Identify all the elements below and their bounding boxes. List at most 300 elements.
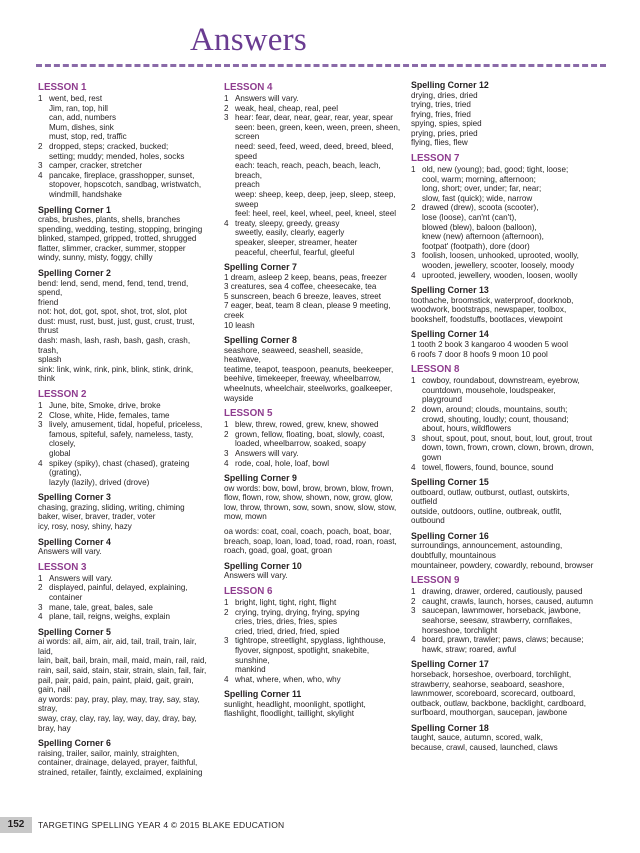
answer-line: toothache, broomstick, waterproof, doorknob, [411, 295, 574, 305]
answer-line: sweep [235, 199, 259, 209]
answer-line: not: hot, dot, got, spot, shot, trot, slot, plot [38, 307, 187, 317]
item-body [49, 171, 201, 200]
answer-line: feel: heel, reel, keel, wheel, peel, kneel, steel [235, 209, 397, 219]
answer-line: container, drainage, delayed, prayer, faithful, [38, 758, 198, 768]
item-body [422, 597, 593, 607]
answer-line: seashore, seaweed, seashell, seaside, heatwave, [224, 345, 364, 365]
answer-line: tightrope, streetlight, spyglass, lighthouse, [235, 636, 386, 646]
item-number: 4 [411, 462, 416, 472]
answer-line: peaceful, cheerful, fearful, gleeful [235, 247, 355, 257]
page-number: 152 [0, 817, 32, 833]
item-number: 4 [224, 674, 229, 684]
answer-line: 7 eager, beat, team 8 clean, please 9 meeting, creek [224, 301, 391, 320]
answers-column-2 [224, 78, 402, 724]
item-number: 3 [411, 251, 416, 261]
answer-item [38, 420, 210, 458]
answer-item [38, 459, 210, 488]
item-number: 1 [38, 401, 43, 411]
answer-line: plane, tail, reigns, weighs, explain [49, 612, 171, 622]
answer-line: pancake, fireplace, grasshopper, sunset, [49, 170, 195, 180]
answer-line: oa words: coat, coal, coach, poach, boat, boar, [224, 527, 392, 537]
answer-line: crowd, shouting, loudly; count, thousand; [422, 414, 569, 424]
spelling-corner-section [224, 561, 402, 581]
answer-line: container [49, 592, 83, 602]
answer-line: horseshoe, torchlight [422, 625, 498, 635]
item-body [235, 598, 336, 608]
item-body [235, 430, 385, 449]
item-body [49, 583, 188, 602]
spelling-corner-heading: Spelling Corner 13 [411, 285, 489, 296]
answer-line: sunlight, headlight, moonlight, spotlight, [224, 699, 366, 709]
answer-item [38, 411, 210, 421]
item-number: 1 [224, 597, 229, 607]
answer-line: mankind [235, 665, 266, 675]
spelling-corner-section [411, 531, 597, 570]
item-number: 4 [224, 458, 229, 468]
spelling-corner-section [411, 723, 597, 753]
item-body [235, 219, 357, 257]
answer-item [38, 603, 210, 613]
spelling-corner-heading: Spelling Corner 3 [38, 492, 111, 503]
item-number: 2 [411, 596, 416, 606]
answer-line: 1 tooth 2 book 3 kangaroo 4 wooden 5 wool [411, 339, 569, 349]
spelling-corner-heading: Spelling Corner 14 [411, 329, 489, 340]
answer-line: spending, wedding, testing, stopping, bringing [38, 224, 203, 234]
answer-line: Mum, dishes, sink [49, 122, 114, 132]
lesson-heading: LESSON 3 [38, 561, 87, 573]
answer-item [224, 449, 402, 459]
answer-line: flying, flies, flew [411, 138, 468, 148]
spelling-corner-section [224, 689, 402, 719]
answer-line: baker, wiser, braver, trader, voter [38, 512, 156, 522]
answer-line: countdown, mousehole, loudspeaker, [422, 385, 556, 395]
spelling-corner-section [224, 262, 402, 330]
item-number: 3 [38, 161, 43, 171]
answer-item [38, 612, 210, 622]
answer-item [224, 113, 402, 219]
lesson-heading: LESSON 1 [38, 82, 87, 93]
answer-line: friend [38, 297, 59, 307]
answer-line: setting; muddy; mended, holes, socks [49, 151, 185, 161]
answer-line: lain, bait, bail, brain, mail, maid, main, rail, raid, [38, 656, 207, 666]
answer-line: chasing, grazing, sliding, writing, chiming [38, 502, 185, 512]
item-number: 4 [38, 458, 43, 468]
answer-line: weep: sheep, keep, deep, jeep, sleep, steep, [235, 189, 396, 199]
answer-line: outfield [411, 497, 438, 507]
answer-line: stopover, hopscotch, sandbag, wristwatch, [49, 180, 202, 190]
lesson-section [38, 562, 210, 622]
answer-item [224, 104, 402, 114]
answer-line: dash: mash, lash, rash, bash, gash, crash, trash, [38, 336, 191, 355]
answer-line: 1 dream, asleep 2 keep, beans, peas, freezer [224, 272, 387, 282]
answer-line: gown [422, 452, 442, 462]
answer-line: hawk, straw; roared, awful [422, 644, 517, 654]
answer-item [38, 142, 210, 161]
answer-line: ay words: pay, pray, play, may, tray, say, stay, stray, [38, 694, 200, 714]
answer-item [411, 606, 597, 635]
answer-line: shout, spout, pout, snout, bout, lout, grout, trout [422, 433, 593, 443]
answer-line: old, new (young); bad, good; tight, loose; [422, 165, 569, 175]
item-body [235, 459, 329, 469]
spelling-corner-section [38, 492, 210, 531]
answer-line: loaded, wheelbarrow, soaked, soapy [235, 439, 366, 449]
item-body [422, 635, 584, 654]
answer-line: outback, outlaw, backbone, backlight, cardboard, [411, 698, 587, 708]
answer-line: crying, trying, drying, frying, spying [235, 607, 360, 617]
spelling-corner-section [224, 473, 402, 556]
answer-line: splash [38, 355, 62, 365]
answer-line: cried, tried, dried, fried, spied [235, 626, 340, 636]
answer-line: roach, goad, goal, goat, groan [224, 546, 332, 556]
lesson-heading: LESSON 8 [411, 364, 460, 376]
answer-line: low, throw, thrown, sow, sown, snow, slow, stow, [224, 502, 397, 512]
item-number: 2 [411, 203, 416, 213]
answer-item [224, 598, 402, 608]
item-body [422, 203, 544, 251]
item-number: 1 [224, 94, 229, 103]
spelling-corner-heading: Spelling Corner 12 [411, 80, 489, 90]
spelling-corner-heading: Spelling Corner 5 [38, 626, 111, 637]
spelling-corner-heading: Spelling Corner 17 [411, 659, 489, 670]
answer-item [411, 165, 597, 203]
answer-item [411, 376, 597, 405]
answer-item [38, 94, 210, 142]
answer-line: screen [235, 132, 260, 142]
spelling-corner-section [411, 329, 597, 359]
lesson-heading: LESSON 2 [38, 389, 87, 401]
answer-item [224, 94, 402, 104]
answer-item [411, 635, 597, 654]
answer-line: wooden, jewellery, scooter, loosely, moody [422, 261, 575, 270]
answer-line: woodwork, bootstraps, newspaper, toolbox, [411, 305, 567, 315]
item-body [235, 104, 338, 114]
answer-line: prying, pries, pried [411, 128, 478, 138]
answer-line: flashlight, floodlight, taillight, skylight [224, 709, 355, 719]
lesson-section [411, 575, 597, 654]
spelling-corner-section [38, 268, 210, 384]
answer-item [224, 420, 402, 430]
lesson-heading: LESSON 4 [224, 82, 273, 93]
item-number: 2 [224, 429, 229, 439]
answer-line: Answers will vary. [224, 571, 288, 581]
spelling-corner-section [38, 627, 210, 733]
item-number: 4 [411, 270, 416, 280]
answer-line: down, town, frown, crown, clown, brown, drown, [422, 443, 594, 453]
answer-line: each: teach, reach, peach, beach, leach, breach, [235, 161, 381, 180]
spelling-corner-heading: Spelling Corner 18 [411, 722, 489, 733]
spelling-corner-heading: Spelling Corner 9 [224, 473, 297, 484]
answer-line: wayside [224, 393, 254, 403]
answer-line: doubtfully, mountainous [411, 551, 496, 561]
item-body [49, 401, 161, 411]
answer-line: Answers will vary. [49, 573, 113, 583]
answer-line: wheelnuts, wheelchair, steelworks, goalkeeper, [224, 384, 393, 394]
answer-line: slow, fast (quick); wide, narrow [422, 193, 533, 203]
answer-item [411, 271, 597, 281]
page-footer [0, 817, 640, 833]
answer-item [38, 171, 210, 200]
item-body [235, 675, 341, 685]
spelling-corner-section [38, 205, 210, 263]
answer-line: camper, cracker, stretcher [49, 161, 143, 171]
spelling-corner-section [411, 285, 597, 324]
item-body [49, 603, 153, 613]
answer-item [411, 203, 597, 251]
item-body [49, 161, 142, 171]
answer-line: Close, white, Hide, females, tame [49, 410, 170, 420]
item-body [49, 142, 184, 161]
item-body [49, 411, 170, 421]
answer-line: teatime, teapot, teaspoon, peanuts, beekeeper, [224, 364, 394, 374]
answer-line: grown, fellow, floating, boat, slowly, coast, [235, 429, 385, 439]
answer-line: raising, trailer, sailor, mainly, straighten, [38, 748, 180, 758]
answer-line: need: seed, feed, weed, deed, breed, bleed, [235, 141, 394, 151]
answer-item [224, 608, 402, 637]
answer-line: strained, retailer, faintly, exclaimed, explaining [38, 767, 203, 777]
answer-line: flyover, signpost, spotlight, snakebite, sunshine, [235, 645, 370, 665]
spelling-corner-heading: Spelling Corner 7 [224, 262, 297, 273]
answer-line: dust: must, rust, bust, just, gust, crust, trust, thrust [38, 316, 195, 336]
answer-line: cool, warm; morning, afternoon; [422, 174, 536, 184]
item-body [422, 434, 594, 463]
answer-line: 10 leash [224, 320, 255, 330]
lesson-section [38, 389, 210, 487]
page-title: Answers [190, 22, 307, 58]
answer-line: board, prawn, trawler; paws, claws; because; [422, 635, 584, 645]
answer-line: drawed (drew), scoota (scooter), [422, 203, 539, 213]
answer-line: about, hours, wildflowers [422, 424, 512, 434]
item-body [235, 420, 379, 430]
item-body [235, 94, 299, 104]
item-number: 2 [38, 410, 43, 420]
answer-line: because, crawl, caused, launched, claws [411, 742, 558, 752]
answer-line: trying, tries, tried [411, 100, 471, 110]
spelling-corner-section [411, 80, 597, 148]
lesson-heading: LESSON 9 [411, 575, 460, 587]
answer-line: 5 sunscreen, beach 6 breeze, leaves, street [224, 291, 382, 301]
lesson-heading: LESSON 6 [224, 585, 273, 597]
answer-line: 6 roofs 7 door 8 hoofs 9 moon 10 pool [411, 349, 548, 359]
answer-line: Answers will vary. [235, 94, 299, 103]
answer-line: taught, sauce, autumn, scored, walk, [411, 733, 543, 743]
item-body [422, 606, 581, 635]
answer-line: speed [235, 151, 258, 161]
answer-line: sweetly, easily, clearly, eagerly [235, 228, 345, 238]
answer-line: outboard, outlaw, outburst, outlast, outskirts, [411, 487, 570, 497]
item-number: 1 [411, 376, 416, 386]
spelling-corner-heading: Spelling Corner 2 [38, 268, 111, 278]
item-body [235, 636, 402, 674]
answer-line: can, add, numbers [49, 113, 117, 123]
answer-line: beehive, timekeeper, freeway, wheelbarrow, [224, 374, 381, 384]
answer-line: sink: link, wink, rink, pink, blink, stink, drink, think [38, 364, 194, 384]
spelling-corner-section [38, 738, 210, 777]
answer-line: uprooted, jewellery, wooden, loosen, woolly [422, 270, 578, 280]
item-body [422, 376, 580, 405]
item-number: 3 [224, 113, 229, 123]
answer-line: blew, threw, rowed, grew, knew, showed [235, 420, 379, 430]
item-body [422, 165, 568, 203]
answer-line: bend: lend, send, mend, fend, tend, trend, spend, [38, 278, 189, 298]
spelling-corner-heading: Spelling Corner 11 [224, 689, 302, 700]
item-body [235, 113, 402, 219]
item-body [422, 587, 582, 597]
item-number: 2 [411, 404, 416, 414]
answer-line: must, stop, red, traffic [49, 132, 127, 142]
answers-column-3 [411, 78, 597, 758]
spelling-corner-heading: Spelling Corner 16 [411, 530, 489, 541]
answer-line: flow, flown, row, show, shown, now, grow, glow, [224, 493, 393, 503]
answer-line: mane, tale, great, bales, sale [49, 602, 153, 612]
answer-line: drawing, drawer, ordered, cautiously, paused [422, 587, 583, 597]
lesson-section [411, 153, 597, 280]
answer-item [38, 161, 210, 171]
answer-line: horseback, horseshoe, overboard, torchlight, [411, 669, 572, 679]
item-number: 3 [224, 636, 229, 646]
answer-line: down, around; clouds, mountains, south; [422, 404, 568, 414]
answer-line: foolish, loosen, unhooked, uprooted, woolly, [422, 251, 579, 261]
answer-line: blinked, stamped, gripped, trotted, shrugged [38, 234, 197, 244]
lesson-section [38, 82, 210, 200]
answer-line: surroundings, announcement, astounding, [411, 541, 563, 551]
answer-line: mountaineer, powdery, cowardly, rebound, browser [411, 560, 594, 570]
answer-line: lazyly (lazily), drived (drove) [49, 477, 150, 487]
answer-line: speaker, sleeper, streamer, heater [235, 237, 358, 247]
answer-item [411, 251, 597, 270]
item-body [422, 405, 569, 434]
answer-line: Answers will vary. [235, 449, 299, 458]
answer-line: crabs, brushes, plants, shells, branches [38, 215, 181, 225]
spelling-corner-section [224, 335, 402, 403]
spelling-corner-section [411, 659, 597, 717]
spelling-corner-section [411, 477, 597, 526]
answer-line: rode, coal, hole, loaf, bowl [235, 458, 330, 468]
answer-item [224, 430, 402, 449]
answer-line: bray, hay [38, 723, 71, 733]
answer-line: windmill, handshake [49, 189, 122, 199]
spelling-corner-heading: Spelling Corner 6 [38, 738, 111, 749]
answers-column-1 [38, 78, 210, 782]
answer-line: lively, amusement, tidal, hopeful, priceless, [49, 420, 203, 430]
answer-line: saucepan, lawnmower, horseback, jawbone, [422, 606, 581, 616]
item-body [49, 612, 170, 622]
item-body [49, 420, 210, 458]
spelling-corner-heading: Spelling Corner 8 [224, 335, 297, 346]
answer-line: lose (loose), can'nt (can't), [422, 213, 517, 223]
item-number: 4 [38, 612, 43, 622]
item-number: 3 [411, 433, 416, 443]
answer-item [411, 434, 597, 463]
answer-item [224, 219, 402, 257]
answer-line: June, bite, Smoke, drive, broke [49, 401, 161, 411]
item-number: 1 [38, 573, 43, 583]
spelling-corner-heading: Spelling Corner 4 [38, 536, 111, 547]
spelling-corner-heading: Spelling Corner 10 [224, 560, 302, 571]
answer-line: frying, fries, fried [411, 109, 471, 119]
lesson-section [411, 364, 597, 472]
lesson-section [224, 586, 402, 684]
item-number: 1 [224, 420, 229, 430]
item-body [422, 271, 578, 281]
answer-line: playground [422, 395, 463, 405]
answer-line: preach [235, 180, 260, 190]
answer-line: Jim, ran, top, hill [49, 103, 108, 113]
answer-line: seen: been, green, keen, ween, preen, sheen, [235, 122, 401, 132]
lesson-heading: LESSON 7 [411, 153, 460, 165]
spelling-corner-heading: Spelling Corner 15 [411, 477, 489, 488]
answer-line: went, bed, rest [49, 94, 103, 103]
answer-item [411, 463, 597, 473]
lesson-heading: LESSON 5 [224, 408, 273, 420]
lesson-section [224, 82, 402, 257]
answer-line: seahorse, seesaw, strawberry, cornflakes, [422, 616, 573, 626]
answer-item [38, 401, 210, 411]
answer-line: icy, rosy, nosy, shiny, hazy [38, 522, 132, 532]
item-body [235, 449, 299, 459]
answer-line: treaty, sleepy, greedy, greasy [235, 218, 340, 228]
answer-line: hear: fear, dear, near, gear, rear, year, spear [235, 113, 393, 123]
lesson-section [224, 408, 402, 468]
answer-line: displayed, painful, delayed, explaining, [49, 583, 188, 593]
item-number: 4 [38, 170, 43, 180]
answer-line: 3 creatures, sea 4 coffee, cheesecake, tea [224, 282, 377, 292]
item-number: 1 [411, 165, 416, 175]
item-number: 2 [224, 103, 229, 113]
answer-line: drying, dries, dried [411, 90, 478, 100]
answer-line: spying, spies, spied [411, 119, 482, 129]
answer-line: strawberry, seahorse, seaboard, seashore, [411, 679, 565, 689]
item-number: 2 [224, 607, 229, 617]
answer-line: global [49, 449, 71, 458]
answer-line: bookshelf, foodstuffs, bootlaces, viewpoint [411, 314, 563, 324]
item-body [49, 459, 210, 488]
answer-line: flatter, slimmer, cracker, summer, stopper [38, 243, 186, 253]
answer-line: Answers will vary. [38, 547, 102, 557]
answer-line: cowboy, roundabout, downstream, eyebrow, [422, 376, 580, 386]
item-number: 1 [38, 94, 43, 103]
answer-line: caught, crawls, launch, horses, caused, autumn [422, 596, 593, 606]
answer-line: footpat' (footpath), dore (door) [422, 241, 530, 251]
answer-line: breach, soap, loan, load, toad, road, roan, roast, [224, 536, 397, 546]
answer-item [38, 583, 210, 602]
answer-item [224, 459, 402, 469]
answer-item [38, 574, 210, 584]
answer-line: dropped, steps; cracked, bucked; [49, 141, 169, 151]
answer-line: famous, spiteful, safely, nameless, tasty, closely, [49, 429, 194, 449]
title-divider [36, 64, 606, 67]
spelling-corner-heading: Spelling Corner 1 [38, 204, 111, 215]
answer-line: bright, light, tight, right, flight [235, 597, 337, 607]
item-number: 3 [224, 449, 229, 458]
answer-line: gain, nail [38, 685, 71, 695]
answer-line: weak, heal, cheap, real, peel [235, 103, 339, 113]
answer-line: knew (new) afternoon (afternoon), [422, 232, 544, 242]
item-number: 3 [38, 420, 43, 430]
item-body [49, 94, 127, 142]
answer-line: cries, tries, dries, fries, spies [235, 617, 338, 627]
answer-line: blowed (blew), baloon (balloon), [422, 222, 537, 232]
item-body [422, 251, 579, 270]
answer-item [224, 636, 402, 674]
item-body [49, 574, 113, 584]
answer-line: ow words: bow, bowl, brow, brown, blow, frown, [224, 483, 394, 493]
answer-line: outbound [411, 516, 445, 526]
answer-line: outside, outdoors, outline, outbreak, outfit, [411, 506, 562, 516]
answer-item [411, 587, 597, 597]
item-body [422, 463, 553, 473]
item-number: 4 [224, 218, 229, 228]
item-number: 4 [411, 635, 416, 645]
